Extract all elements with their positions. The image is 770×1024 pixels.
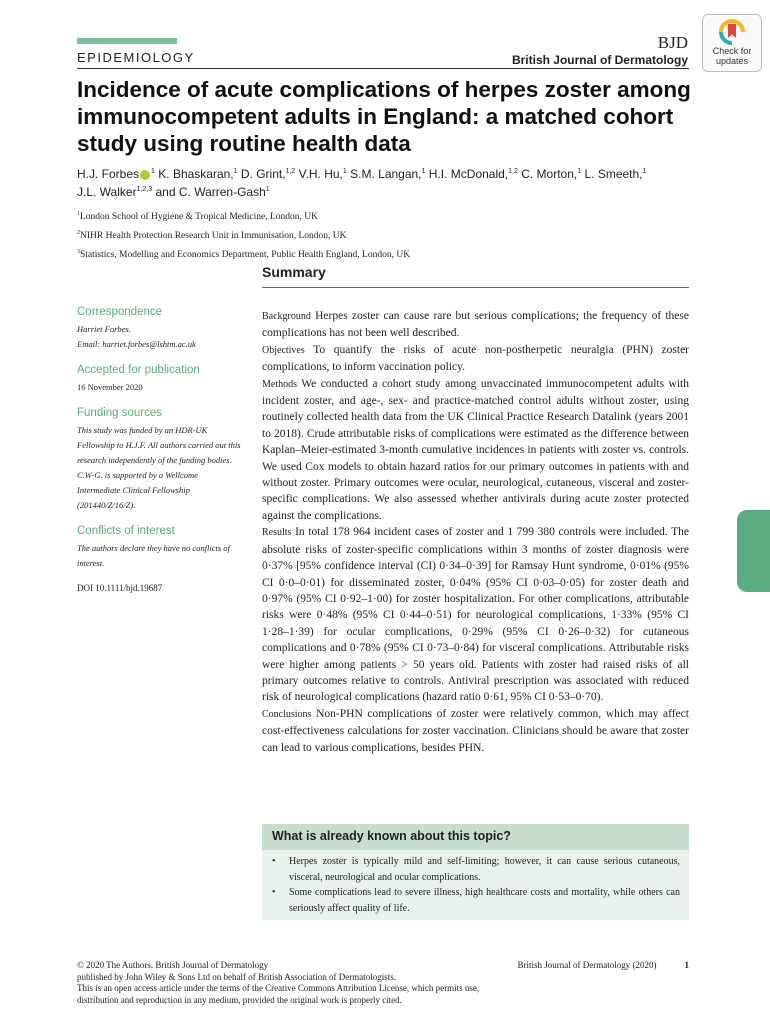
journal-logo-text: BJD (657, 33, 688, 52)
accepted-block (77, 364, 242, 395)
journal-name: British Journal of Dermatology (511, 53, 688, 67)
summary-heading: Summary (262, 264, 326, 280)
author[interactable]: D. Grint,$^{1,2}$ (240, 167, 296, 181)
check-for-updates-label: Check for updates (712, 46, 752, 66)
bullet-icon: • (272, 887, 276, 899)
abstract-methods: Methods We conducted a cohort study among unvaccinated immunocompetent adults with incident zoster, and age-, sex- and practice-matched control adults without zoster, using routinely collected health data from the UK Clinical Practice Research Datalink (years 2001 to 2018). Crude attributable risks of complications were estimated as the difference between Kaplan–Meier-estimated 3-month cumulative incidences in patients with zoster vs. controls. We used Cox models to obtain hazard ratios for our primary outcomes in patients with and without zoster. Primary outcomes were ocular, neurological, cutaneous, visceral and zoster-specific complications. We also assessed whether antivirals during acute zoster protected against the complications. (262, 377, 689, 522)
correspondence-email[interactable]: Email: harriet.forbes@lshtm.ac.uk (77, 339, 196, 349)
doi-link[interactable]: DOI 10.1111/bjd.19687 (77, 583, 163, 593)
funding-text: This study was funded by an HDR-UK Fellowship to H.J.F. All authors carried out this research independently of the funding bodies. C.W-G. is supported by a Wellcome Intermediate Clinical Fellowship (201440/Z/16/Z). (77, 425, 241, 510)
author[interactable]: and C. Warren-Gash$^1$ (155, 185, 270, 199)
affiliation-list (77, 206, 577, 263)
correspondence-heading: Correspondence (77, 306, 163, 318)
author[interactable]: L. Smeeth,$^1$ (584, 167, 647, 181)
funding-block (77, 407, 242, 513)
page-number: 1 (684, 960, 689, 970)
affiliation: $^3$Statistics, Modelling and Economics Department, Public Health England, London, UK (77, 249, 411, 261)
author[interactable]: C. Morton,$^1$ (521, 167, 582, 181)
license-line-2: distribution and reproduction in any medium, provided the original work is properly cited. (77, 994, 402, 1005)
conflicts-block (77, 525, 242, 571)
author[interactable]: S.M. Langan,$^1$ (350, 167, 426, 181)
page-footer (77, 960, 689, 1006)
author[interactable]: H.I. McDonald,$^{1,2}$ (428, 167, 518, 181)
already-known-box (262, 824, 689, 920)
footer-journal-year: British Journal of Dermatology (2020) (517, 960, 657, 970)
license-line: This is an open access article under the terms of the Creative Commons Attribution License, which permits use, (77, 983, 480, 993)
correspondence-block (77, 306, 242, 352)
bullet-icon: • (272, 856, 276, 867)
author[interactable]: K. Bhaskaran,$^1$ (158, 167, 238, 181)
correspondence-name: Harriet Forbes. (77, 324, 131, 334)
conflicts-heading: Conflicts of interest (77, 525, 175, 537)
article-title: Incidence of acute complications of herpes zoster among immunocompetent adults in England: a matched cohort study using routine health data (77, 77, 691, 156)
side-tab[interactable] (737, 510, 770, 592)
affiliation: $^2$NIHR Health Protection Research Unit in Immunisation, London, UK (77, 230, 347, 242)
abstract (262, 308, 689, 756)
affiliation: $^1$London School of Hygiene & Tropical Medicine, London, UK (77, 211, 319, 223)
abstract-objectives: Objectives To quantify the risks of acute non-postherpetic neuralgia (PHN) zoster complications, to inform vaccination policy. (262, 343, 689, 374)
section-color-bar (77, 38, 177, 44)
already-known-header (262, 824, 689, 850)
abstract-conclusions: Conclusions Non-PHN complications of zoster were relatively common, which may affect cost-effectiveness calculations for zoster vaccination. Clinicians should be aware that zoster can lead to various complications, besides PHN. (262, 707, 689, 754)
abstract-background: Background Herpes zoster can cause rare but serious complications; the frequency of these complications has not been well described. (262, 310, 689, 340)
abstract-results: Results In total 178 964 incident cases of zoster and 1 799 380 controls were included. The absolute risks of zoster-specific complications within 3 months of zoster diagnosis were 0·37% [95% confidence interval (CI) 0·34–0·39] for Ramsay Hunt syndrome, 0·01% (95% CI 0·0–0·01) for disseminated zoster, 0·04% (95% CI 0·03–0·05) for zoster death and 0·97% (95% CI 0·92–1·00) for zoster hospitalization. For other complications, attributable risks were 0·48% (95% CI 0·44–0·51) for neurological complications, 1·33% (95% CI 1·28–1·39) for ocular complications, 0·29% (95% CI 0·26–0·32) for cutaneous complications and 0·78% (95% CI 0·73–0·84) for visceral complications. Attributable risks were higher among patients > 50 years old. Patients with zoster had raised risks of all primary outcomes relative to controls. Antiviral prescription was associated with reduced risk of neurological complications (hazard ratio 0·61, 95% CI 0·53–0·70). (262, 526, 689, 704)
header-rule (77, 68, 689, 69)
publisher-line: published by John Wiley & Sons Ltd on behalf of British Association of Dermatologists. (77, 971, 396, 982)
author[interactable]: J.L. Walker$^{1,2,3}$ (77, 185, 153, 199)
accepted-heading: Accepted for publication (77, 364, 200, 376)
list-item: • Herpes zoster is typically mild and self-limiting; however, it can cause serious cutaneous, visceral, neurological and ocular complications. (272, 856, 680, 883)
author-list (77, 164, 697, 200)
copyright-line: © 2020 The Authors. British Journal of Dermatology (77, 960, 269, 970)
already-known-list (272, 854, 680, 916)
check-for-updates-icon (717, 18, 747, 46)
check-for-updates-button[interactable] (702, 14, 762, 72)
funding-heading: Funding sources (77, 407, 163, 419)
list-item: • Some complications lead to severe illness, high healthcare costs and mortality, while others can seriously affect quality of life. (272, 887, 680, 914)
footer-journal-info (518, 960, 689, 972)
article-sidebar (77, 306, 242, 593)
author[interactable]: V.H. Hu,$^1$ (298, 167, 347, 181)
accepted-date: 16 November 2020 (77, 382, 143, 392)
section-label: EPIDEMIOLOGY (77, 50, 195, 65)
author[interactable]: H.J. Forbes $^1$ (77, 167, 155, 181)
orcid-icon[interactable] (140, 170, 150, 180)
conflicts-text: The authors declare they have no conflicts of interest. (77, 543, 230, 568)
summary-rule (262, 287, 689, 288)
already-known-title: What is already known about this topic? (272, 829, 511, 843)
journal-logo (512, 34, 688, 67)
